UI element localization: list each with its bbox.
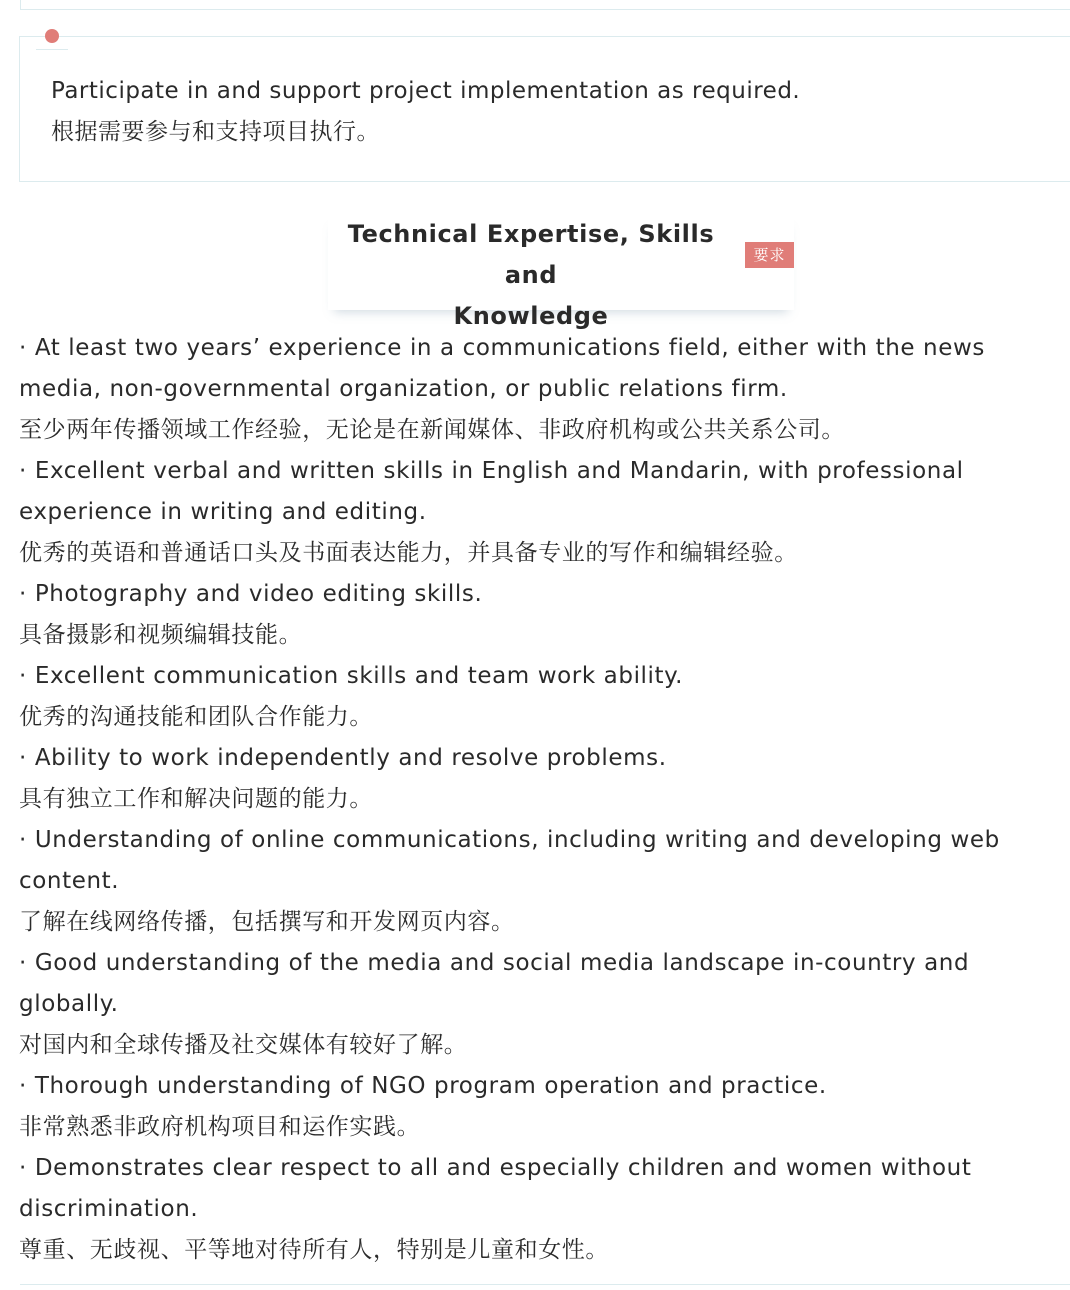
task-text [51, 71, 800, 153]
requirement-zh: 具备摄影和视频编辑技能。 [19, 622, 303, 648]
requirement-zh: 尊重、无歧视、平等地对待所有人，特别是儿童和女性。 [19, 1237, 609, 1263]
requirement-zh: 优秀的英语和普通话口头及书面表达能力，并具备专业的写作和编辑经验。 [19, 540, 798, 566]
requirement-zh: 具有独立工作和解决问题的能力。 [19, 786, 373, 812]
bottom-divider [20, 1284, 1070, 1285]
card-dot-underline [36, 49, 68, 50]
list-item [19, 820, 1059, 943]
requirement-zh: 优秀的沟通技能和团队合作能力。 [19, 704, 373, 730]
requirement-en: · Demonstrates clear respect to all and especially children and women without discrimination. [19, 1155, 972, 1222]
section-heading [328, 214, 794, 330]
requirement-en: · Ability to work independently and resolve problems. [19, 745, 667, 771]
requirement-zh: 了解在线网络传播，包括撰写和开发网页内容。 [19, 909, 515, 935]
list-item [19, 1066, 1059, 1148]
previous-card-edge [20, 0, 1070, 10]
requirement-en: · Understanding of online communications, including writing and developing web content. [19, 827, 1000, 894]
list-item [19, 451, 1059, 574]
list-item [19, 574, 1059, 656]
task-line-en: Participate in and support project implementation as required. [51, 78, 801, 104]
list-item [19, 1148, 1059, 1271]
requirement-en: · Photography and video editing skills. [19, 581, 483, 607]
section-title-line1: Technical Expertise, Skills and [347, 220, 715, 289]
requirement-zh: 非常熟悉非政府机构项目和运作实践。 [19, 1114, 421, 1140]
requirement-en: · At least two years’ experience in a communications field, either with the news media, non-governmental organization, or public relations firm. [19, 335, 985, 402]
task-line-zh: 根据需要参与和支持项目执行。 [51, 119, 380, 145]
requirement-en: · Excellent verbal and written skills in English and Mandarin, with professional experience in writing and editing. [19, 458, 964, 525]
list-item [19, 738, 1059, 820]
requirement-zh: 对国内和全球传播及社交媒体有较好了解。 [19, 1032, 468, 1058]
requirements-list [19, 328, 1059, 1271]
requirement-en: · Excellent communication skills and team work ability. [19, 663, 683, 689]
list-item [19, 328, 1059, 451]
requirements-badge: 要求 [745, 242, 794, 268]
list-item [19, 656, 1059, 738]
card-bullet-dot [45, 29, 59, 43]
section-title [328, 214, 734, 337]
requirement-en: · Good understanding of the media and social media landscape in-country and globally. [19, 950, 970, 1017]
section-title-line2: Knowledge [453, 302, 609, 330]
list-item [19, 943, 1059, 1066]
requirement-en: · Thorough understanding of NGO program operation and practice. [19, 1073, 827, 1099]
task-card [19, 36, 1070, 182]
requirement-zh: 至少两年传播领域工作经验，无论是在新闻媒体、非政府机构或公共关系公司。 [19, 417, 845, 443]
